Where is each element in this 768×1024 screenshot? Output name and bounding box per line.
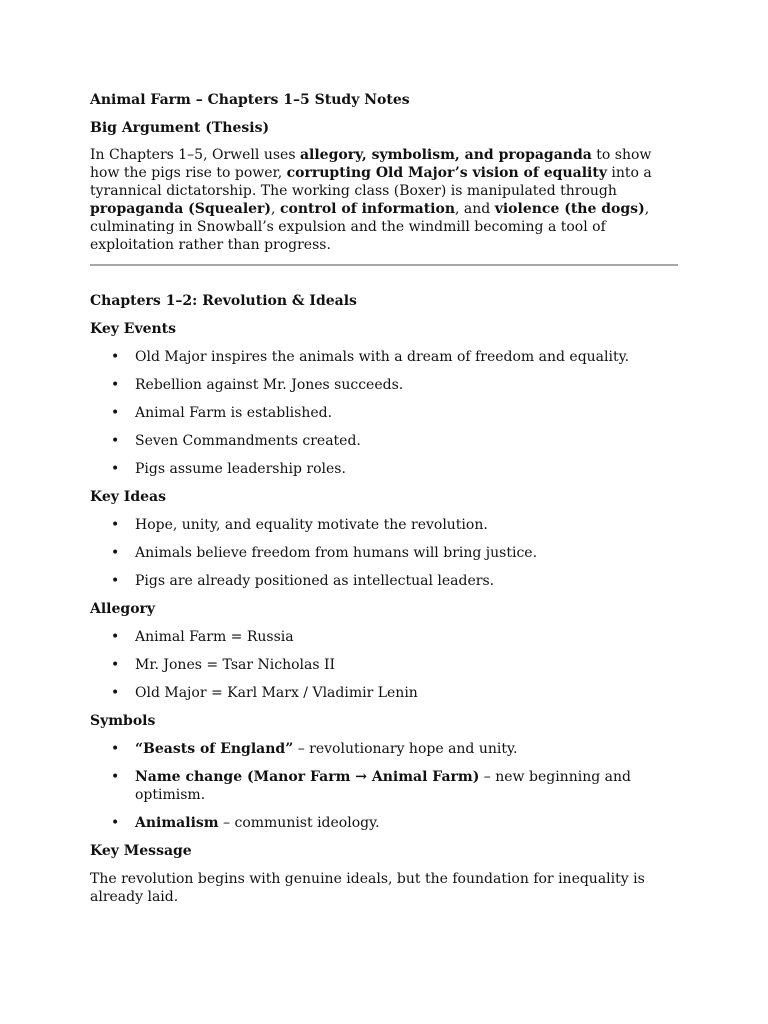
bullet-icon: • (111, 769, 120, 785)
key-events-heading: Key Events (90, 321, 177, 337)
list-item-text: Animal Farm is established. (135, 405, 333, 421)
thesis-text: into a tyrannical dictatorship. The working class (Boxer) is manipulated through (90, 165, 652, 199)
list-item (90, 376, 678, 394)
bullet-icon: • (111, 629, 120, 645)
list-item (90, 814, 678, 832)
bullet-icon: • (111, 545, 120, 561)
list-item-text: Old Major = Karl Marx / Vladimir Lenin (135, 685, 418, 701)
list-item (90, 348, 678, 366)
bullet-icon: • (111, 461, 120, 477)
list-item-text: Pigs assume leadership roles. (135, 461, 346, 477)
list-item (90, 460, 678, 478)
key-ideas-heading: Key Ideas (90, 489, 166, 505)
bullet-icon: • (111, 741, 120, 757)
symbol-description: – revolutionary hope and unity. (293, 741, 518, 757)
bullet-icon: • (111, 685, 120, 701)
allegory-heading: Allegory (90, 601, 156, 617)
bullet-icon: • (111, 573, 120, 589)
list-item-text: Rebellion against Mr. Jones succeeds. (135, 377, 404, 393)
allegory-list (90, 628, 678, 702)
symbol-term: “Beasts of England” (135, 741, 294, 757)
bullet-icon: • (111, 657, 120, 673)
thesis-text: , (271, 201, 280, 217)
list-item-text: Mr. Jones = Tsar Nicholas II (135, 657, 336, 673)
document-page (90, 91, 678, 906)
list-item-text: Pigs are already positioned as intellectual leaders. (135, 573, 495, 589)
bullet-icon: • (111, 433, 120, 449)
list-item-text: Seven Commandments created. (135, 433, 361, 449)
symbols-heading: Symbols (90, 713, 156, 729)
list-item (90, 516, 678, 534)
list-item (90, 684, 678, 702)
symbol-term: Animalism (135, 815, 219, 831)
list-item-text: Animals believe freedom from humans will bring justice. (135, 545, 538, 561)
section-heading: Chapters 1–2: Revolution & Ideals (90, 293, 357, 309)
thesis-text: , and (455, 201, 495, 217)
thesis-text: , culminating in Snowball’s expulsion and the windmill becoming a tool of exploitation rather than progress. (90, 201, 650, 253)
list-item (90, 628, 678, 646)
list-item (90, 656, 678, 674)
key-events-list (90, 348, 678, 478)
thesis-text: In Chapters 1–5, Orwell uses (90, 147, 300, 163)
list-item-text: Old Major inspires the animals with a dream of freedom and equality. (135, 349, 630, 365)
thesis-emphasis: control of information (279, 201, 456, 217)
symbol-description: – new beginning and optimism. (135, 769, 631, 803)
thesis-emphasis: allegory, symbolism, and propaganda (299, 147, 592, 163)
bullet-icon: • (111, 377, 120, 393)
bullet-icon: • (111, 517, 120, 533)
list-item (90, 572, 678, 590)
key-ideas-list (90, 516, 678, 590)
list-item (90, 432, 678, 450)
bullet-icon: • (111, 815, 120, 831)
symbol-term: Name change (Manor Farm → Animal Farm) (135, 769, 480, 785)
document-title: Animal Farm – Chapters 1–5 Study Notes (90, 92, 410, 108)
thesis-heading: Big Argument (Thesis) (90, 120, 270, 136)
list-item-text: Animal Farm = Russia (135, 629, 294, 645)
key-message-text: The revolution begins with genuine ideals, but the foundation for inequality is already laid. (90, 871, 645, 905)
thesis-text: to show how the pigs rise to power, (90, 147, 652, 181)
list-item (90, 740, 678, 758)
symbols-list (90, 740, 678, 832)
section-divider (90, 264, 678, 266)
thesis-emphasis: propaganda (Squealer) (90, 201, 272, 217)
thesis-emphasis: violence (the dogs) (494, 201, 645, 217)
thesis-emphasis: corrupting Old Major’s vision of equality (286, 165, 607, 181)
key-message-heading: Key Message (90, 843, 192, 859)
list-item-text: Hope, unity, and equality motivate the revolution. (135, 517, 488, 533)
list-item (90, 768, 678, 804)
thesis-paragraph (90, 146, 678, 254)
bullet-icon: • (111, 349, 120, 365)
list-item (90, 544, 678, 562)
list-item (90, 404, 678, 422)
symbol-description: – communist ideology. (218, 815, 380, 831)
bullet-icon: • (111, 405, 120, 421)
